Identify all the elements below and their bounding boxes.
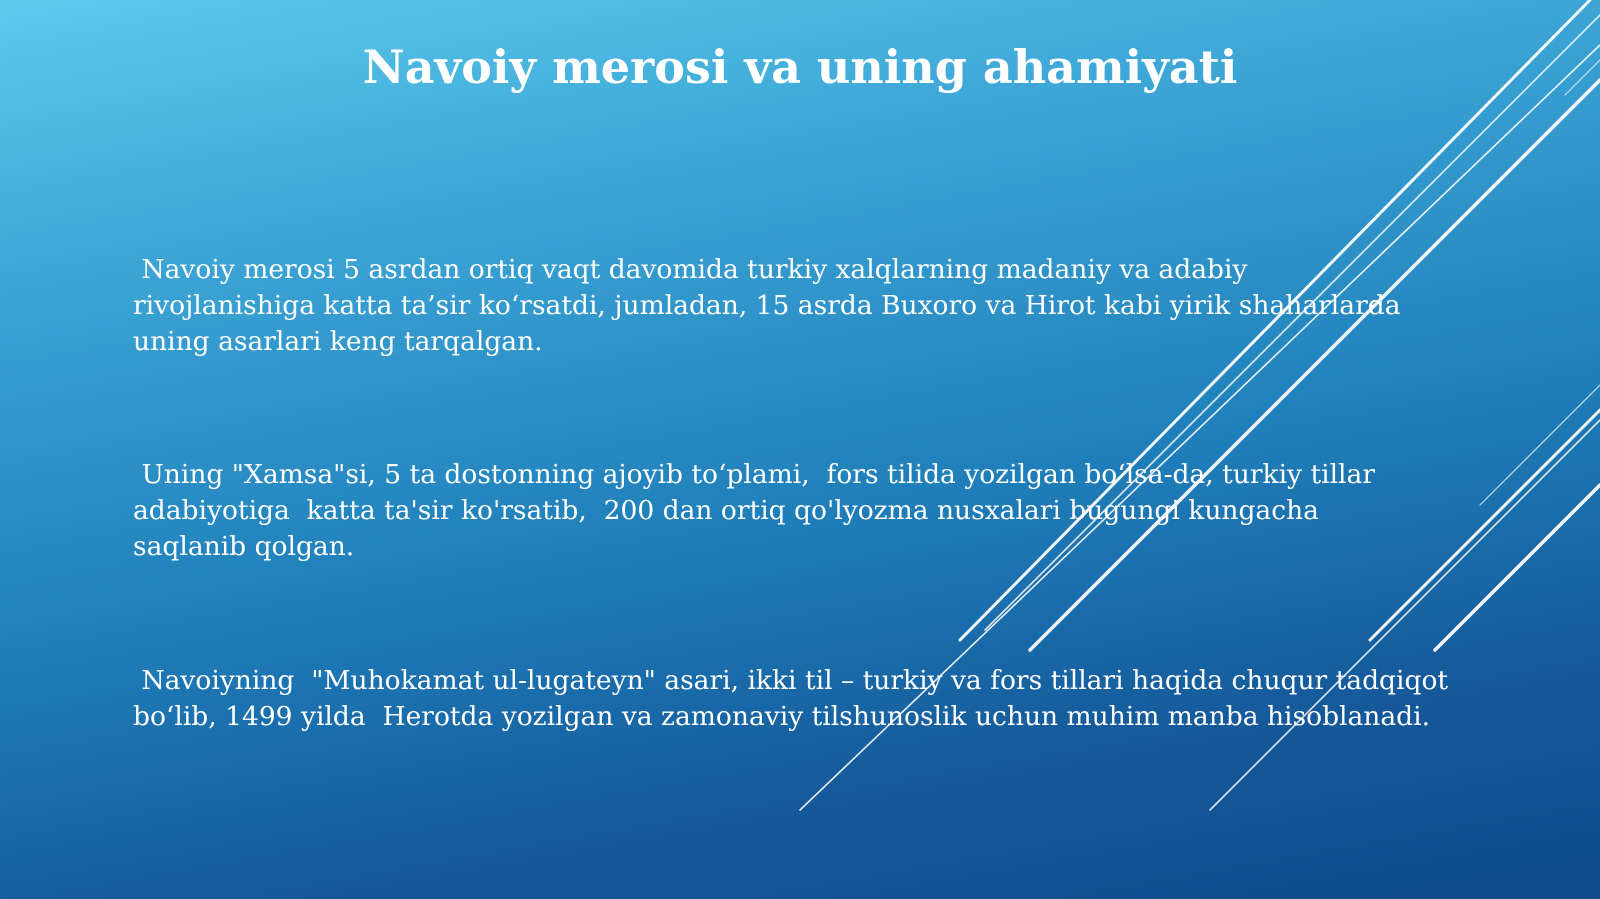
- paragraph-xamsa: Uning "Xamsa"si, 5 ta dostonning ajoyib toʻplami, fors tilida yozilgan boʻlsa-da, turkiy tillar adabiyotiga katta ta'sir ko'rsatib, 200 dan ortiq qo'lyozma nusxalari bugungi kungacha saqlanib qolgan.: [133, 459, 1375, 562]
- slide-title: Navoiy merosi va uning ahamiyati: [362, 40, 1238, 94]
- paragraph-legacy: Navoiy merosi 5 asrdan ortiq vaqt davomida turkiy xalqlarning madaniy va adabiy rivojlanishiga katta ta’sir koʻrsatdi, jumladan, 15 asrda Buxoro va Hirot kabi yirik shaharlarda uning asarlari keng tarqalgan.: [133, 254, 1401, 357]
- paragraph-muhokamat: Navoiyning "Muhokamat ul-lugateyn" asari, ikki til – turkiy va fors tillari haqida chuqur tadqiqot boʻlib, 1499 yilda Herotda yozilgan va zamonaviy tilshunoslik uchun muhim manba hisoblanadi.: [133, 665, 1449, 732]
